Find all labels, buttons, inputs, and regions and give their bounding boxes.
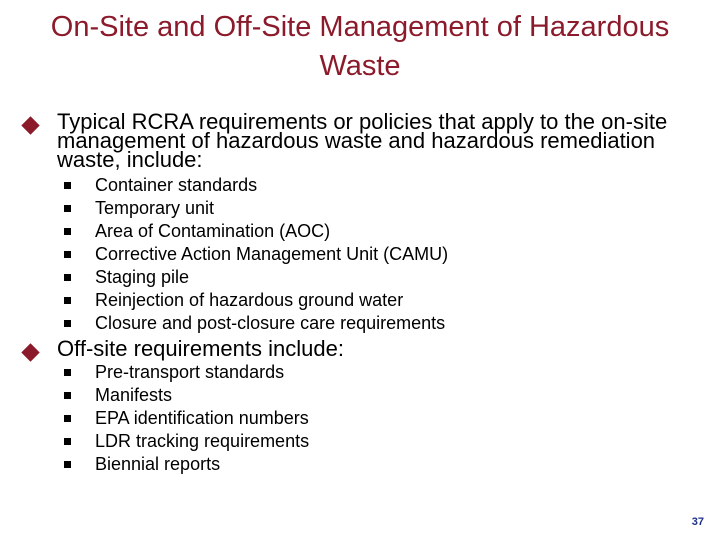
list-item	[62, 312, 448, 335]
list-item-label: Closure and post-closure care requirements	[95, 313, 446, 333]
square-bullet-icon	[64, 369, 71, 376]
offsite-bullet	[20, 336, 697, 361]
square-bullet-icon	[64, 438, 71, 445]
square-bullet-icon	[64, 461, 71, 468]
onsite-bullet-text: Typical RCRA requirements or policies that apply to the on-site management of hazardous waste and hazardous remediation waste, include:	[57, 109, 668, 172]
square-bullet-icon	[64, 392, 71, 399]
list-item-label: Pre-transport standards	[95, 362, 285, 382]
slide-title: On-Site and Off-Site Management of Hazardous Waste	[50, 11, 670, 82]
diamond-bullet-icon	[21, 343, 39, 361]
square-bullet-icon	[64, 320, 71, 327]
offsite-requirements-list	[62, 361, 309, 476]
list-item-label: Corrective Action Management Unit (CAMU)	[95, 244, 449, 264]
square-bullet-icon	[64, 297, 71, 304]
list-item	[62, 174, 448, 197]
square-bullet-icon	[64, 274, 71, 281]
onsite-bullet	[20, 109, 697, 172]
list-item-label: Temporary unit	[95, 198, 215, 218]
list-item-label: Container standards	[95, 175, 258, 195]
diamond-bullet-icon	[21, 116, 39, 134]
list-item	[62, 220, 448, 243]
onsite-requirements-list	[62, 174, 448, 335]
list-item-label: Manifests	[95, 385, 173, 405]
list-item-label: LDR tracking requirements	[95, 431, 310, 451]
list-item	[62, 407, 309, 430]
list-item	[62, 384, 309, 407]
square-bullet-icon	[64, 205, 71, 212]
list-item	[62, 197, 448, 220]
square-bullet-icon	[64, 182, 71, 189]
square-bullet-icon	[64, 251, 71, 258]
list-item	[62, 266, 448, 289]
square-bullet-icon	[64, 228, 71, 235]
list-item-label: Staging pile	[95, 267, 190, 287]
list-item	[62, 430, 309, 453]
offsite-bullet-text: Off-site requirements include:	[57, 336, 344, 361]
square-bullet-icon	[64, 415, 71, 422]
list-item-label: Reinjection of hazardous ground water	[95, 290, 404, 310]
page-number: 37	[691, 516, 704, 528]
list-item	[62, 243, 448, 266]
list-item	[62, 453, 309, 476]
list-item	[62, 289, 448, 312]
list-item-label: EPA identification numbers	[95, 408, 309, 428]
list-item	[62, 361, 309, 384]
list-item-label: Area of Contamination (AOC)	[95, 221, 331, 241]
list-item-label: Biennial reports	[95, 454, 221, 474]
